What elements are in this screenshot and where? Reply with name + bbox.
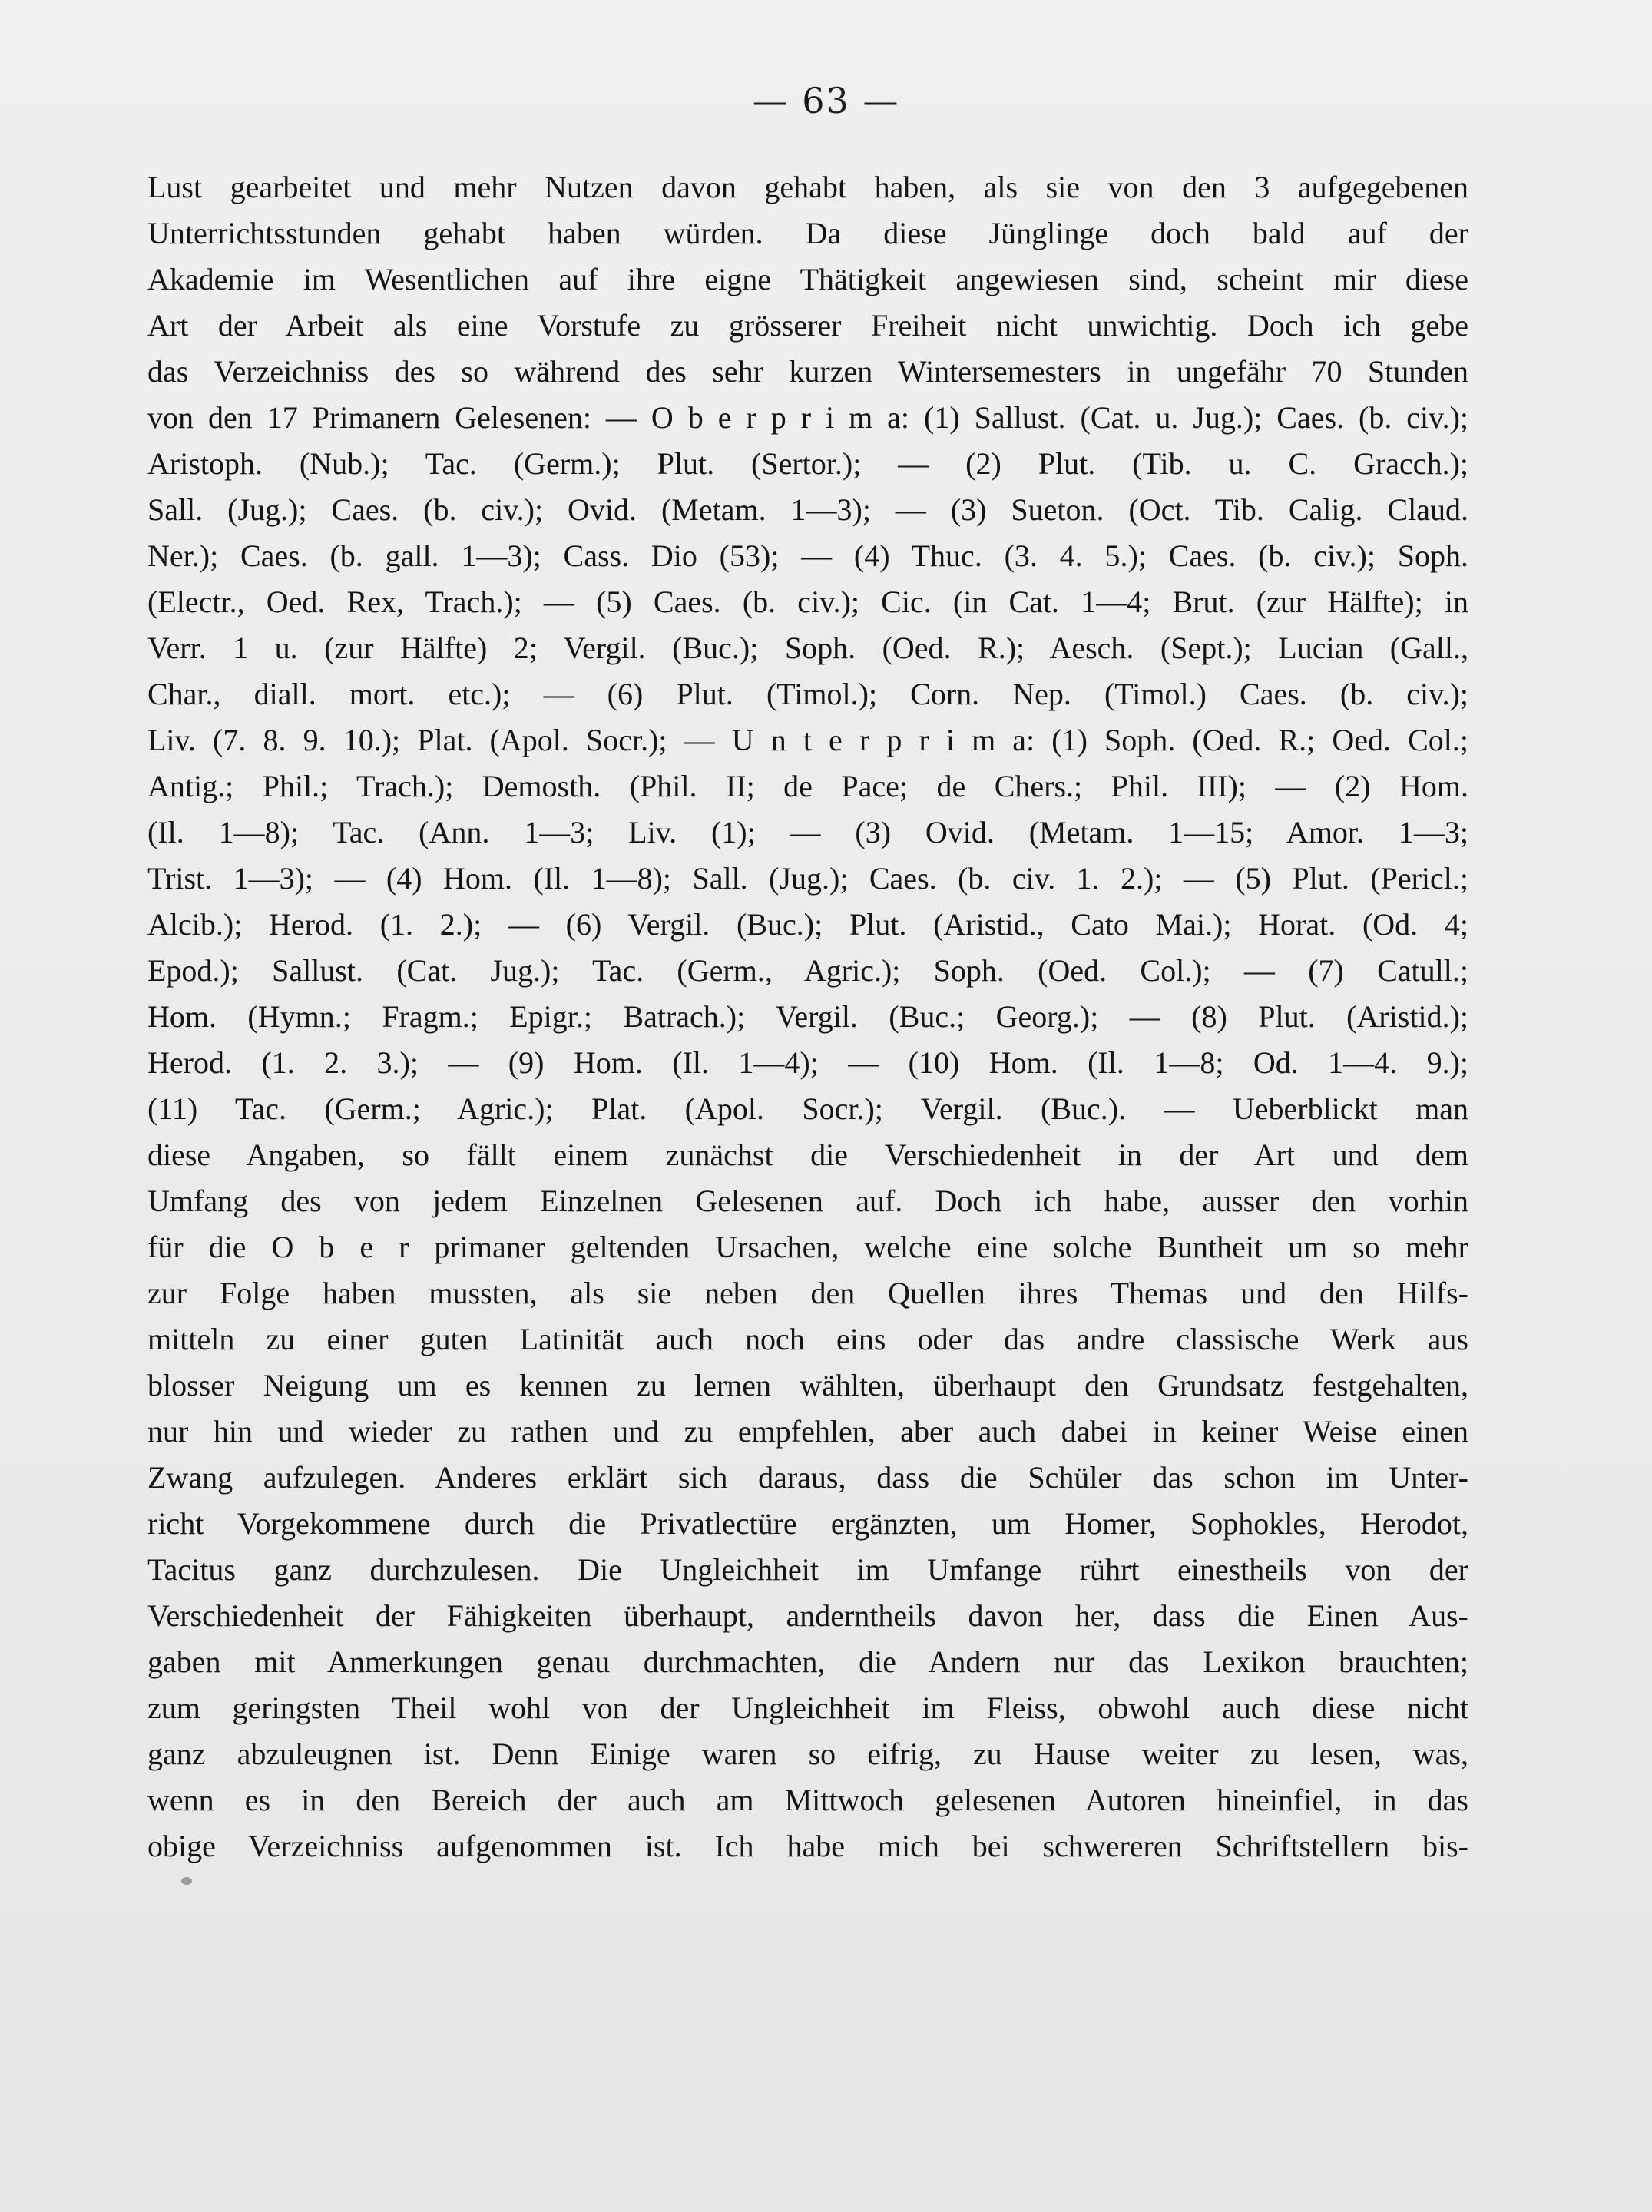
text-line: Ner.); Caes. (b. gall. 1—3); Cass. Dio (53); — (4) Thuc. (3. 4. 5.); Caes. (b. civ.); Soph. [147,538,1468,573]
text-line: Verschiedenheit der Fähigkeiten überhaupt, anderntheils davon her, dass die Einen Aus- [147,1598,1468,1633]
body-text [147,164,1468,1869]
text-line: Sall. (Jug.); Caes. (b. civ.); Ovid. (Metam. 1—3); — (3) Sueton. (Oct. Tib. Calig. Claud. [147,492,1468,527]
text-line: (Electr., Oed. Rex, Trach.); — (5) Caes. (b. civ.); Cic. (in Cat. 1—4; Brut. (zur Hälfte); in [147,584,1468,619]
text-line: mitteln zu einer guten Latinität auch noch eins oder das andre classische Werk aus [147,1322,1468,1356]
text-line: Epod.); Sallust. (Cat. Jug.); Tac. (Germ., Agric.); Soph. (Oed. Col.); — (7) Catull.; [147,953,1468,988]
page-number: — 63 — [752,80,900,121]
text-line: (Il. 1—8); Tac. (Ann. 1—3; Liv. (1); — (3) Ovid. (Metam. 1—15; Amor. 1—3; [147,815,1468,849]
text-line: Lust gearbeitet und mehr Nutzen davon gehabt haben, als sie von den 3 aufgegebenen [147,170,1468,204]
text-line: für die O b e r primaner geltenden Ursachen, welche eine solche Buntheit um so mehr [147,1230,1468,1264]
text-line: Liv. (7. 8. 9. 10.); Plat. (Apol. Socr.); — U n t e r p r i m a: (1) Soph. (Oed. R.; Oed. Col.; [147,723,1468,757]
text-line: Herod. (1. 2. 3.); — (9) Hom. (Il. 1—4); — (10) Hom. (Il. 1—8; Od. 1—4. 9.); [147,1045,1468,1080]
text-line: blosser Neigung um es kennen zu lernen wählten, überhaupt den Grundsatz festgehalten, [147,1368,1468,1402]
text-line: Trist. 1—3); — (4) Hom. (Il. 1—8); Sall. (Jug.); Caes. (b. civ. 1. 2.); — (5) Plut. (Pericl.; [147,861,1468,896]
text-line: Umfang des von jedem Einzelnen Gelesenen auf. Doch ich habe, ausser den vorhin [147,1184,1468,1218]
text-line: richt Vorgekommene durch die Privatlectüre ergänzten, um Homer, Sophokles, Herodot, [147,1506,1468,1541]
text-line: Akademie im Wesentlichen auf ihre eigne Thätigkeit angewiesen sind, scheint mir diese [147,262,1468,296]
text-line: Hom. (Hymn.; Fragm.; Epigr.; Batrach.); Vergil. (Buc.; Georg.); — (8) Plut. (Aristid.); [147,999,1468,1034]
text-line: Art der Arbeit als eine Vorstufe zu grösserer Freiheit nicht unwichtig. Doch ich gebe [147,308,1468,343]
text-line: (11) Tac. (Germ.; Agric.); Plat. (Apol. Socr.); Vergil. (Buc.). — Ueberblickt man [147,1091,1468,1126]
text-line: Zwang aufzulegen. Anderes erklärt sich daraus, dass die Schüler das schon im Unter- [147,1460,1468,1495]
text-line: Char., diall. mort. etc.); — (6) Plut. (Timol.); Corn. Nep. (Timol.) Caes. (b. civ.); [147,677,1468,711]
text-line: Tacitus ganz durchzulesen. Die Ungleichheit im Umfange rührt einestheils von der [147,1552,1468,1587]
text-line: diese Angaben, so fällt einem zunächst die Verschiedenheit in der Art und dem [147,1137,1468,1172]
text-line: zur Folge haben mussten, als sie neben den Quellen ihres Themas und den Hilfs- [147,1276,1468,1310]
ink-speck [181,1877,192,1885]
text-line: Alcib.); Herod. (1. 2.); — (6) Vergil. (Buc.); Plut. (Aristid., Cato Mai.); Horat. (Od. 4; [147,907,1468,942]
text-line: zum geringsten Theil wohl von der Ungleichheit im Fleiss, obwohl auch diese nicht [147,1690,1468,1725]
text-line: von den 17 Primanern Gelesenen: — O b e r p r i m a: (1) Sallust. (Cat. u. Jug.); Caes. (b. civ.); [147,400,1468,435]
text-line: obige Verzeichniss aufgenommen ist. Ich habe mich bei schwereren Schriftstellern bis- [147,1829,1468,1863]
text-line: Verr. 1 u. (zur Hälfte) 2; Vergil. (Buc.); Soph. (Oed. R.); Aesch. (Sept.); Lucian (Gall., [147,631,1468,665]
text-line: das Verzeichniss des so während des sehr kurzen Wintersemesters in ungefähr 70 Stunden [147,354,1468,389]
text-line: Unterrichtsstunden gehabt haben würden. Da diese Jünglinge doch bald auf der [147,216,1468,250]
text-line: Aristoph. (Nub.); Tac. (Germ.); Plut. (Sertor.); — (2) Plut. (Tib. u. C. Gracch.); [147,446,1468,481]
text-line: nur hin und wieder zu rathen und zu empfehlen, aber auch dabei in keiner Weise einen [147,1414,1468,1449]
text-line: Antig.; Phil.; Trach.); Demosth. (Phil. II; de Pace; de Chers.; Phil. III); — (2) Hom. [147,769,1468,803]
text-line: gaben mit Anmerkungen genau durchmachten, die Andern nur das Lexikon brauchten; [147,1644,1468,1679]
text-line: wenn es in den Bereich der auch am Mittwoch gelesenen Autoren hineinfiel, in das [147,1783,1468,1817]
text-line: ganz abzuleugnen ist. Denn Einige waren so eifrig, zu Hause weiter zu lesen, was, [147,1737,1468,1771]
